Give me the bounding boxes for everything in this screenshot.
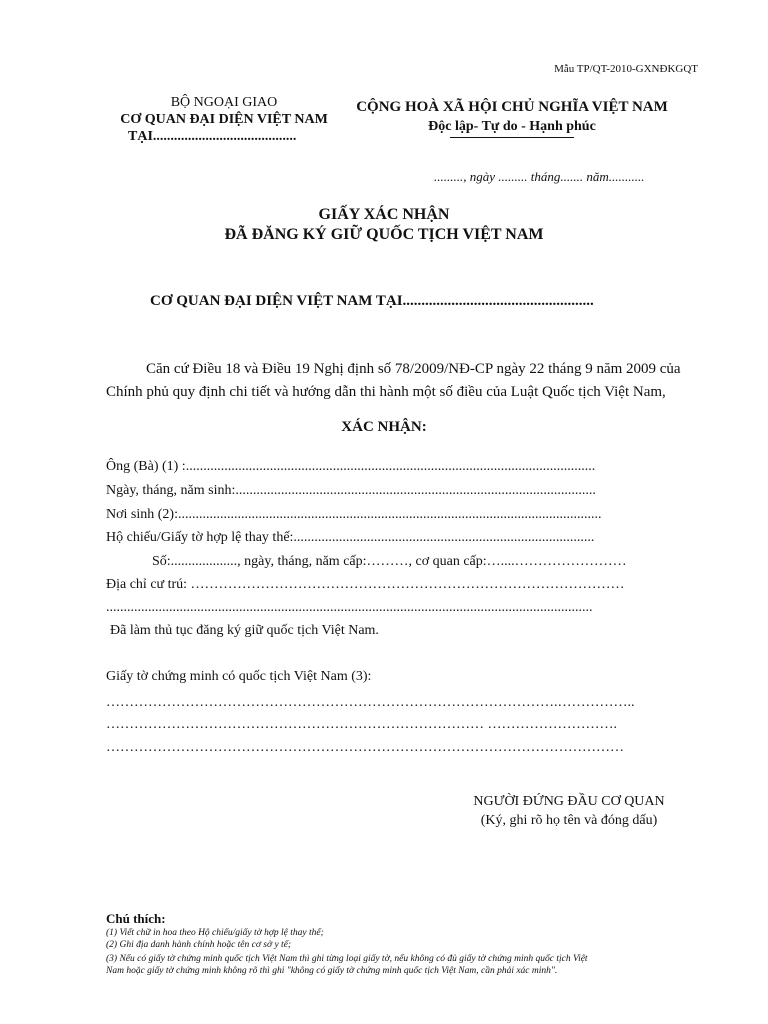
legal-basis-paragraph: Căn cứ Điều 18 và Điều 19 Nghị định số 78/2009/NĐ-CP ngày 22 tháng 9 năm 2009 của Chính phủ quy định chi tiết và hướng dẫn thi hành một số điều của Luật Quốc tịch Việt Nam, (106, 361, 681, 400)
date-line: ........., ngày ......... tháng....... năm........... (434, 169, 645, 184)
title-line-2: ĐÃ ĐĂNG KÝ GIỮ QUỐC TỊCH VIỆT NAM (224, 226, 544, 243)
ministry-name: BỘ NGOẠI GIAO (170, 95, 278, 110)
agency-location: TẠI......................................... (128, 129, 297, 144)
proof-line-2: ……………………………………………………………………… ………………………. (106, 717, 617, 732)
residence-field: Địa chỉ cư trú: ………………………………………………………………………………… (106, 577, 625, 592)
birthplace-field: Nơi sinh (2):......................................................................................................................... (106, 507, 602, 522)
form-code: Mẫu TP/QT-2010-GXNĐKGQT (554, 63, 698, 75)
signer-block (444, 792, 694, 830)
agency-name: CƠ QUAN ĐẠI DIỆN VIỆT NAM (120, 112, 328, 127)
name-field: Ông (Bà) (1) :..................................................................................................................... (106, 459, 596, 474)
agency-block (104, 94, 344, 145)
dob-field: Ngày, tháng, năm sinh:....................................................................................................... (106, 483, 596, 498)
confirm-heading: XÁC NHẬN: (341, 419, 427, 435)
proof-label: Giấy tờ chứng minh có quốc tịch Việt Nam (3): (106, 669, 372, 684)
note-3-line-2: Nam hoặc giấy tờ chứng minh không rõ thì ghi "không có giấy tờ chứng minh quốc tịch Việt Nam, cần phải xác minh". (106, 966, 558, 976)
national-motto: Độc lập- Tự do - Hạnh phúc (428, 119, 596, 134)
national-heading (352, 98, 672, 138)
note-3-line-1: (3) Nếu có giấy tờ chứng minh quốc tịch Việt Nam thì ghi từng loại giấy tờ, nếu không có đủ giấy tờ chứng minh quốc tịch Việt (106, 954, 588, 964)
proof-line-1: …………………………………………………………………………………….…………….. (106, 695, 635, 710)
passport-field: Hộ chiếu/Giấy tờ hợp lệ thay thế:...................................................................................... (106, 530, 595, 545)
signer-instruction: (Ký, ghi rõ họ tên và đóng dấu) (480, 813, 658, 828)
passport-details-field: Số:..................., ngày, tháng, năm cấp:………, cơ quan cấp:…....…………………… (152, 554, 627, 569)
proof-line-3: ………………………………………………………………………………………………… (106, 740, 624, 755)
motto-underline (450, 137, 574, 138)
residence-continuation: ........................................................................................................................................... (106, 600, 593, 615)
document-title (0, 205, 768, 245)
notes-title: Chú thích: (106, 911, 166, 926)
title-line-1: GIẤY XÁC NHẬN (318, 206, 450, 223)
signer-title: NGƯỜI ĐỨNG ĐẦU CƠ QUAN (473, 794, 665, 809)
statement-text: Đã làm thủ tục đăng ký giữ quốc tịch Việt Nam. (110, 623, 379, 638)
country-name: CỘNG HOÀ XÃ HỘI CHỦ NGHĨA VIỆT NAM (356, 99, 668, 115)
note-1: (1) Viết chữ in hoa theo Hộ chiếu/giấy tờ hợp lệ thay thế; (106, 928, 324, 938)
note-2: (2) Ghi địa danh hành chính hoặc tên cơ sở y tế; (106, 940, 292, 950)
agency-heading: CƠ QUAN ĐẠI DIỆN VIỆT NAM TẠI................................................... (150, 293, 594, 309)
